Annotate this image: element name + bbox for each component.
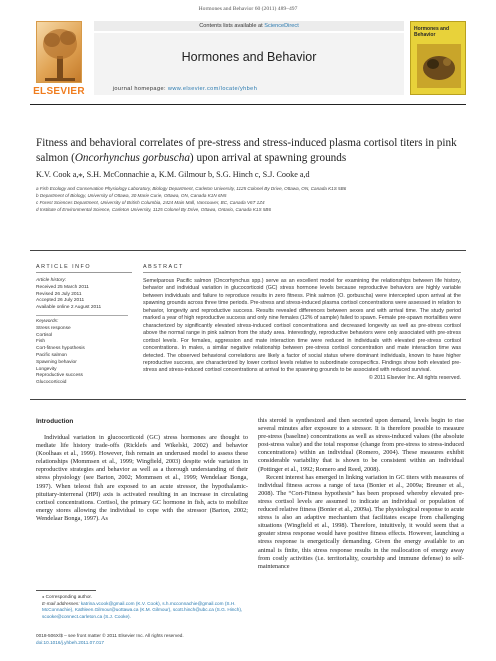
title-part2: ) upon arrival at spawning grounds [189,151,347,164]
keyword-item: Spawning behavior [36,359,77,365]
keyword-item: Cort-fitness hypothesis [36,346,85,352]
email-label: E-mail addresses: [42,600,81,606]
article-info-heading: ARTICLE INFO [36,264,92,270]
issn-line: 0018-506X/$ – see front matter © 2011 Elsevier Inc. All rights reserved. [36,633,184,638]
contents-bar [94,21,404,31]
cover-art-icon [417,44,461,88]
journal-masthead [30,18,466,102]
keyword-item: Cortisol [36,332,53,338]
homepage-link[interactable]: www.elsevier.com/locate/yhbeh [167,86,258,92]
history-label: Article history: [36,278,67,283]
affiliation-item: c Forest Sciences Department, University of British Columbia, 2424 Main Mall, Vancouver, BC, Canada V6T 1Z4 [36,200,265,205]
section-heading-introduction: Introduction [36,418,74,425]
elsevier-tree-icon [36,21,82,83]
abstract-copyright: © 2011 Elsevier Inc. All rights reserved. [368,374,461,381]
intro-paragraph: Recent interest has emerged in linking variation in GC titers with measures of individual fitness across a range of taxa (Bonier et al., 2009a; Breuner et al., 2008). The “Cort-Fitness hypothesis” has been proposed whereby elevated pre-stress cortisol levels are assumed to indicate an individual or population of reduced relative fitness (Bonier et al., 2009a). The physiological response to acute stress is also an adaptive mechanism that facilitates escape from challenging situations (Wingfield et al., 1998). Therefore, intuitively, it would seem that a greater stress response would have positive fitness effects. However, launching a stress response is energetically demanding. Given the energy available to an animal is finite, this stress response results in the reallocation of energy away from costly activities (i.e. territoriality, courtship and immune defense) to self-maintenance [258,473,464,570]
elsevier-wordmark: ELSEVIER [33,86,85,97]
contents-prefix: Contents lists available at [199,23,265,29]
history-item: Revised 26 July 2011 [36,291,82,297]
body-column-left [36,434,248,523]
history-item: Accepted 26 July 2011 [36,298,85,304]
header-rule [30,250,466,251]
keyword-item: Reproductive success [36,373,83,379]
article-info-panel [36,278,136,387]
email-addresses[interactable]: katrina.vcook@gmail.com (K.V. Cook), s.h.mcconnachie@gmail.com (S.H. McConnachie), Kathleen.Gilmour@uottawa.ca (K.M. Gilmour), scott.hinch@ubc.ca (S.G. Hinch), scooke@connect.carleton.ca (S.J. Cooke). [42,600,243,619]
affiliations [36,185,460,213]
keywords-label: Keywords: [36,318,59,324]
footnote-rule [36,590,96,591]
history-item: Available online 2 August 2011 [36,305,102,311]
intro-paragraph-continued: this steroid is synthesized and then secreted upon demand, levels begin to rise several minutes after exposure to a stressor. It is therefore possible to measure pre-stress (baseline) concentrations as well as stress-induced values (the absolute post-stress value) and the total response (change from pre-stress to stress-induced concentrations) within an individual (Romero, 2004). These measures exhibit considerable variability that is shown to be consistent within an individual (Pottinger et al., 1992; Romero and Reed, 2008). [258,417,464,473]
keyword-item: Glucocorticoid [36,380,67,386]
article-info-rule [36,272,132,273]
keyword-item: Stress response [36,325,71,331]
abstract-heading: ABSTRACT [143,264,184,270]
keyword-item: Longevity [36,366,57,372]
intro-paragraph: Individual variation in glucocorticoid (GC) stress hormones are thought to mediate life history trade-offs (Ricklefs and Wikelski, 2002) and behavior (Koolhaas et al., 1999). However, fish remain an underused model to assess these relationships (Mommsen et al., 1999; Wingfield, 2003) despite wide variation in reproductive strategies and behavior as well as a thorough understanding of their stress physiology (see Barton, 2002; Mommsen et al., 1999; Wendelaar Bonga, 1997). When teleost fish are exposed to an acute stressor, the hypothalamic-pituitary-interrenal (HPI) axis is activated resulting in an increase in circulating cortisol concentrations. Cortisol, the primary GC hormone in fish, acts to mobilize energy stores allowing the individual to cope with the stressor (Barton, 2002; Wendelaar Bonga, 1997). As [36,434,248,522]
abstract-bottom-rule [30,399,466,400]
article-title [36,136,460,165]
running-head: Hormones and Behavior 60 (2011) 489–497 [198,6,298,12]
abstract-text: Semelparous Pacific salmon (Oncorhynchus spp.) serve as an excellent model for examining the relationships between life history, behavior and individual variation in glucocorticoid (GC) stress hormone levels because reproductive behaviors are highly variable between individuals and failure to reproduce results in zero fitness. Pink salmon (O. gorbuscha) were intercepted upon arrival at the spawning grounds across three time periods. Pre-stress and stress-induced plasma cortisol concentrations were assessed in relation to behavior, longevity and reproductive success. Results revealed differences between sexes and with arrival time. The study period marked a year of high reproductive success and only nine females (12% of sample) failed to spawn. Female pre-spawn mortalities were characterized by significantly elevated stress-induced cortisol concentrations and decreased longevity as well as pre-stress cortisol above the normal range in pink salmon from the study area. Interestingly, reproductive behaviors were only associated with pre-stress cortisol levels. For females, aggression and mate interaction time were reduced in individuals with elevated pre-stress cortisol concentrations. In males, a similar negative relationship between pre-stress cortisol concentration and mate interaction time was detected. The observed behavioral correlations are likely a factor of social status where dominant individuals, known to have higher reproductive success, are characterized by lower cortisol levels relative to subordinate conspecifics. Findings show both elevated pre-stress and stress-induced cortisol concentrations at arrival to the spawning grounds to be associated with reduced survival. [143,278,461,374]
title-species: Oncorhynchus gorbuscha [74,151,190,164]
homepage-prefix: journal homepage: [112,86,168,92]
affiliation-item: a Fish Ecology and Conservation Physiology Laboratory, Biology Department, Carleton University, 1125 Colonel By Drive, Ottawa, ON, Canada K1S 5B6 [36,186,347,191]
cover-title: Hormones and Behavior [414,26,450,38]
doi-link[interactable]: doi:10.1016/j.yhbeh.2011.07.017 [36,639,104,645]
sciencedirect-link[interactable]: ScienceDirect [264,23,299,29]
masthead-rule [30,104,466,105]
email-block [36,601,250,621]
author-list: K.V. Cook a,⁎, S.H. McConnachie a, K.M. Gilmour b, S.G. Hinch c, S.J. Cooke a,d [36,170,310,179]
journal-homepage [30,86,340,92]
abstract-body [143,278,461,382]
affiliation-item: b Department of Biology, University of Ottawa, 30 Marie Curie, Ottawa, ON, Canada K1N 6N5 [36,193,227,198]
body-column-right [258,417,464,571]
abstract-rule [143,272,461,273]
keywords-divider [36,315,128,316]
title-part1: Fitness and behavioral correlates of pre-stress and stress-induced plasma cortisol titers in pink salmon ( [36,137,457,164]
footnote [36,594,250,620]
keyword-item: Fish [36,339,46,345]
journal-title: Hormones and Behavior [181,50,317,64]
history-item: Received 25 March 2011 [36,284,89,290]
imprint [36,633,250,646]
corresponding-author-note: ⁎ Corresponding author. [42,594,93,599]
affiliation-item: d Institute of Environmental Science, Carleton University, 1125 Colonel By Drive, Ottawa, Ontario, Canada K1S 5B6 [36,207,271,212]
keyword-item: Pacific salmon [36,352,67,358]
journal-cover-image[interactable] [410,21,466,95]
